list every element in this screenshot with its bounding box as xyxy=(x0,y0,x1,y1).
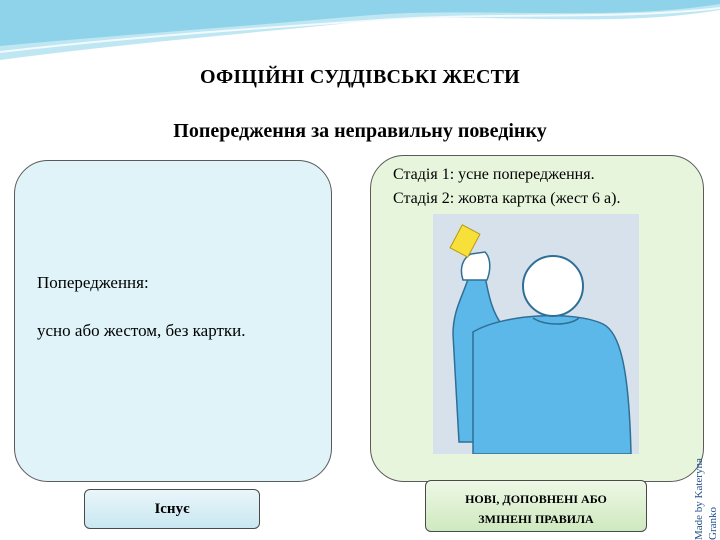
new-rules-button[interactable] xyxy=(425,480,647,532)
new-rule-panel xyxy=(370,155,704,482)
warning-label: Попередження: xyxy=(37,273,149,292)
stage-1-text: Стадія 1: усне попередження. xyxy=(393,166,595,183)
new-rules-line-1: НОВІ, ДОПОВНЕНІ АБО xyxy=(465,492,607,506)
author-credit xyxy=(690,448,720,540)
exists-button-label: Існує xyxy=(154,501,190,517)
author-line-2: Granko xyxy=(707,507,719,540)
author-line-1: Made by Kateryna xyxy=(693,458,705,540)
slide-title: ОФІЦІЙНІ СУДДІВСЬКІ ЖЕСТИ xyxy=(200,66,520,88)
stage-2-text: Стадія 2: жовта картка (жест 6 а). xyxy=(393,190,621,207)
exists-button[interactable] xyxy=(84,489,260,529)
existing-rule-panel xyxy=(14,160,332,482)
referee-yellow-card-icon xyxy=(433,214,639,454)
new-rules-line-2: ЗМІНЕНІ ПРАВИЛА xyxy=(478,512,594,526)
slide-subtitle: Попередження за неправильну поведінку xyxy=(173,120,547,142)
warning-description: усно або жестом, без картки. xyxy=(37,321,246,340)
top-wave-decoration xyxy=(0,0,720,70)
